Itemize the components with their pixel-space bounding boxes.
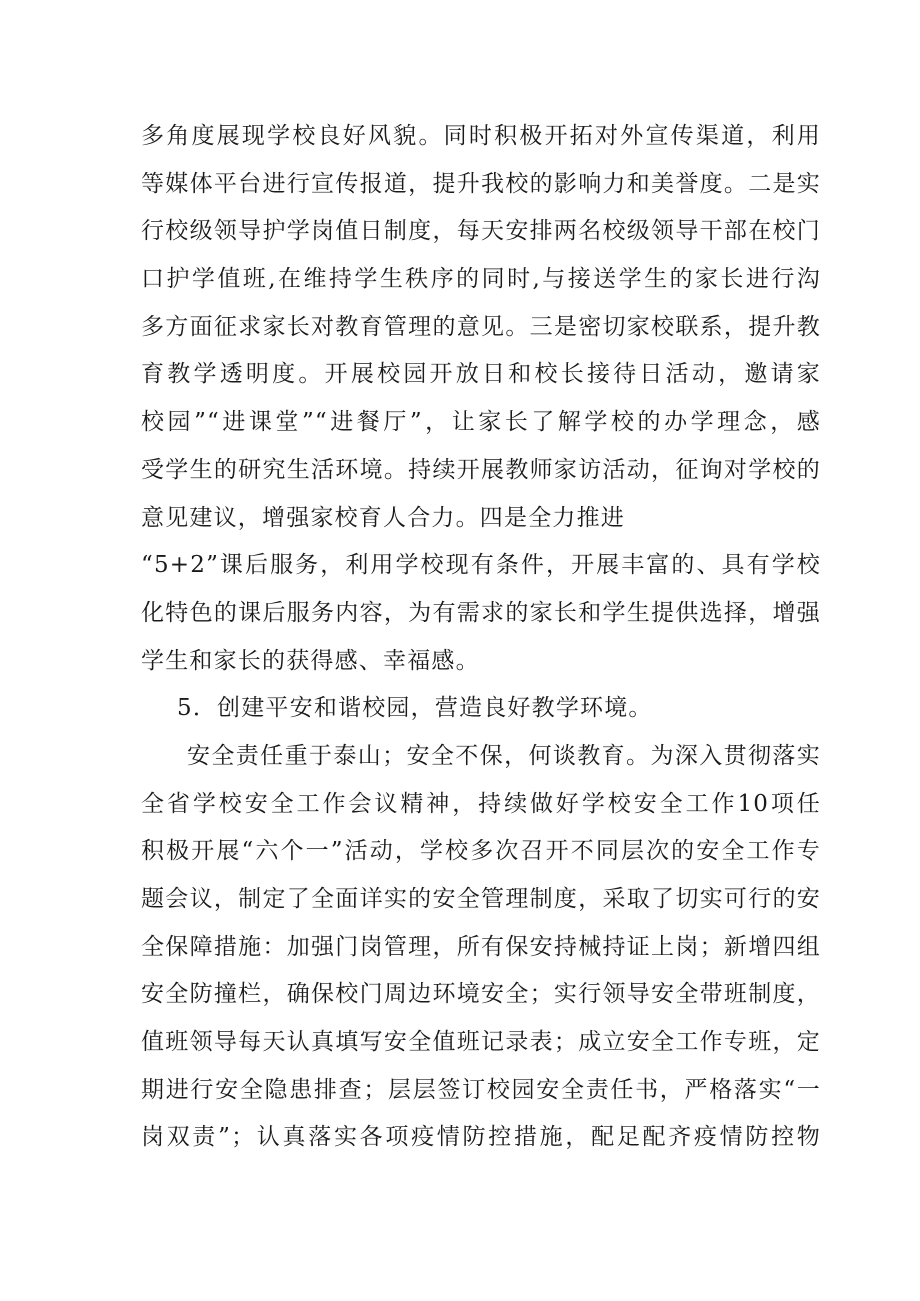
- text-line: 题会议，制定了全面详实的安全管理制度，采取了切实可行的安: [141, 886, 821, 912]
- text-line: 学生和家长的获得感、幸福感。: [141, 647, 480, 674]
- text-line: 岗双责”；认真落实各项疫情防控措施，配足配齐疫情防控物: [141, 1124, 821, 1151]
- text-line: “5+2”课后服务，利用学校现有条件，开展丰富的、具有学校: [141, 552, 821, 579]
- text-line: 行校级领导护学岗值日制度，每天安排两名校级领导干部在校门: [141, 218, 821, 245]
- text-line: 化特色的课后服务内容，为有需求的家长和学生提供选择，增强: [141, 599, 821, 626]
- section-heading: 5．创建平安和谐校园，营造良好教学环境。: [177, 695, 653, 722]
- text-line: 积极开展“六个一”活动，学校多次召开不同层次的安全工作专: [141, 838, 821, 865]
- text-line: 安全防撞栏，确保校门周边环境安全；实行领导安全带班制度，: [141, 981, 821, 1008]
- text-line: 安全责任重于泰山；安全不保，何谈教育。为深入贯彻落实: [187, 742, 821, 769]
- document-body: [141, 113, 821, 1162]
- text-line: 口护学值班,在维持学生秩序的同时,与接送学生的家长进行沟: [141, 266, 821, 293]
- text-line: 全省学校安全工作会议精神，持续做好学校安全工作10项任: [141, 790, 821, 817]
- text-line: 校园”“进课堂”“进餐厅”，让家长了解学校的办学理念，感: [141, 409, 821, 436]
- text-line: 全保障措施：加强门岗管理，所有保安持械持证上岗；新增四组: [141, 933, 821, 960]
- text-line: 期进行安全隐患排查；层层签订校园安全责任书，严格落实“一: [141, 1076, 821, 1103]
- text-line: 受学生的研究生活环境。持续开展教师家访活动，征询对学校的: [141, 456, 821, 483]
- paragraph-outreach: [141, 113, 821, 685]
- text-line: 育教学透明度。开展校园开放日和校长接待日活动，邀请家: [141, 361, 821, 388]
- paragraph-safety: [141, 733, 821, 1162]
- text-line: 多角度展现学校良好风貌。同时积极开拓对外宣传渠道，利用: [141, 123, 821, 149]
- text-line: 意见建议，增强家校育人合力。四是全力推进: [141, 504, 625, 531]
- text-line: 等媒体平台进行宣传报道，提升我校的影响力和美誉度。二是实: [141, 170, 821, 197]
- text-line: 多方面征求家长对教育管理的意见。三是密切家校联系，提升教: [141, 313, 821, 340]
- text-line: 值班领导每天认真填写安全值班记录表；成立安全工作专班，定: [141, 1029, 821, 1056]
